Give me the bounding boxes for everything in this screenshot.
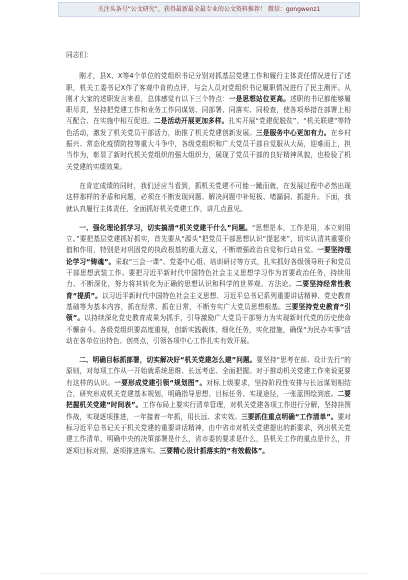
body-text: 刚才，县X、X等4个单位的党组织书记分别对抓基层党建工作和履行主体责任情况进行了述职，机关工委书记X作了客观中肯的点评，与会人员对党组织书记履职情况进行了民主测评。从刚才大家的述职发言来看，总体感觉有以下三个特点： bbox=[66, 72, 351, 103]
paragraph bbox=[66, 355, 351, 457]
greeting: 同志们： bbox=[66, 51, 93, 59]
bold-heading-text: 二、明确目标抓部署，切实解决好“机关党建怎么建”问题。 bbox=[79, 356, 257, 365]
page-divider bbox=[40, 573, 368, 574]
body-text: 扎实开展“党建促脱贫”、“机关联建”等特色活动，激发了机关党员干部活力，助推了机关党建创新发展。 bbox=[66, 117, 351, 137]
body-text: “思想是本，工作是用，本立则用立。”要把基层党建抓好抓实，首先要从“源头”把党员干部思想认识“提起来”，切实认清其重要价值和作用，特别是对巩固党的执政根基的重大意义，不断增强政治自觉和行动自觉。 bbox=[66, 223, 351, 255]
body-text: 在肯定成绩的同时，我们还应当看到，抓机关党建不可能一蹴而就，在发展过程中必然出现这样那样的矛盾和问题，必须在不断发现问题、解决问题中补短板、堵漏洞、抓提升。下面，我就认真履行主体责任，全面抓好机关党建工作，讲几点意见。 bbox=[66, 181, 351, 213]
bold-heading-text: 二是活动开展更加多样。 bbox=[153, 117, 229, 126]
body-text: 在乡村振兴、常态化疫情防控等重大斗争中，各级党组织和广大党员干部自觉服从大局，迎难而上，担当作为，彰显了新时代机关党组织的强大组织力，展现了党员干部的良好精神风貌，也检验了机关党建的实绩效果。 bbox=[66, 128, 351, 171]
paragraph bbox=[66, 181, 351, 215]
bold-heading-text: 三要精心设计抓落实的“有效载体”。 bbox=[159, 446, 269, 455]
paragraph bbox=[66, 71, 351, 173]
paragraphs bbox=[66, 71, 351, 457]
body-text: 以持续深化党史教育成果为抓手，引导激励广大党员干部努力为实现新时代党的历史使命不懈奋斗。各级党组织要高度重视，创新实践载体，细化任务，实化措施，确保“为民办实事”活动在各单位出特色、创亮点，引领各项中心工作扎实有效开展。 bbox=[66, 314, 351, 345]
bold-heading-text: 一要形成党建引领“规划图”。 bbox=[114, 378, 207, 387]
bold-heading-text: 一、强化理论抓学习，切实搞清“机关党建干什么”问题。 bbox=[79, 223, 252, 232]
bold-heading-text: 二要把握机关党建“时间表”。 bbox=[66, 390, 351, 410]
body-text: 对标上级要求，坚持阶段性安排与长远谋划相结合，研究形成机关党建基本规划，明确指导思想、目标任务、实现途径，一张蓝图绘到底。 bbox=[66, 378, 351, 399]
bold-heading-text: 三是服务中心更加有力。 bbox=[256, 128, 331, 137]
body-text: 述职的书记都能够履职尽责，坚持把党建工作和业务工作同谋划、同部署、同落实、同检查，使各项举措在部署上相互配合、在实施中相互促进。 bbox=[66, 94, 351, 126]
document-body bbox=[66, 50, 351, 460]
body-text: 以习近平新时代中国特色社会主义思想、习近平总书记系列重要讲话精神、党史教育基础等为基本内容，抓在经常、抓在日常，不断夯实广大党员思想根基。 bbox=[66, 291, 351, 311]
body-text: 要对标习近平总书记关于机关党建的重要讲话精神，由中省市对机关党建提出的新要求，列出机关党建工作清单，明确中央的决策部署是什么，省市委的要求是什么，县机关工作的重点是什么，并逐项目标对照、逐项推进落实。 bbox=[66, 412, 351, 455]
bold-heading-text: 三要坚持党史教育“引领”。 bbox=[66, 302, 351, 323]
body-text: 工作布局上要实行清单管理，对机关党建各项工作进行分解，坚持挂图作战，实现逐项推进，一年接着一年抓，用长远、求实效。 bbox=[66, 401, 351, 421]
body-text: 采取“三会一课”、党委中心组、培训研讨等方式，扎实抓好各级领导班子和党员干部思想武装工作。要把习近平新时代中国特色社会主义思想学习作为首要政治任务，持续用力、不断深化，努力将其转化为正确的思想认识和科学的世界观、方法论。 bbox=[66, 257, 351, 289]
bold-heading-text: 一要坚持理论学习“铸魂”。 bbox=[66, 246, 352, 266]
bold-heading-text: 二要坚持经常性教育“提质”。 bbox=[66, 280, 351, 300]
promo-banner-text: 关注头条号“公文研究”，获得最新最全最专业的公文资料推荐！ 微信：gongwenz1 bbox=[97, 6, 321, 13]
bold-heading-text: 一是思想站位更高。 bbox=[228, 94, 290, 103]
promo-banner bbox=[58, 2, 360, 17]
body-text: 要坚持“思考在前、设计先行”的原则，对每项工作从一开始就系统思维、长远考虑、全面把握。对于推动机关党建工作来说更要有这样的认识。 bbox=[66, 356, 351, 387]
bold-heading-text: 三要抓住重点明确“工作清单”。 bbox=[241, 412, 338, 421]
paragraph bbox=[66, 223, 351, 347]
